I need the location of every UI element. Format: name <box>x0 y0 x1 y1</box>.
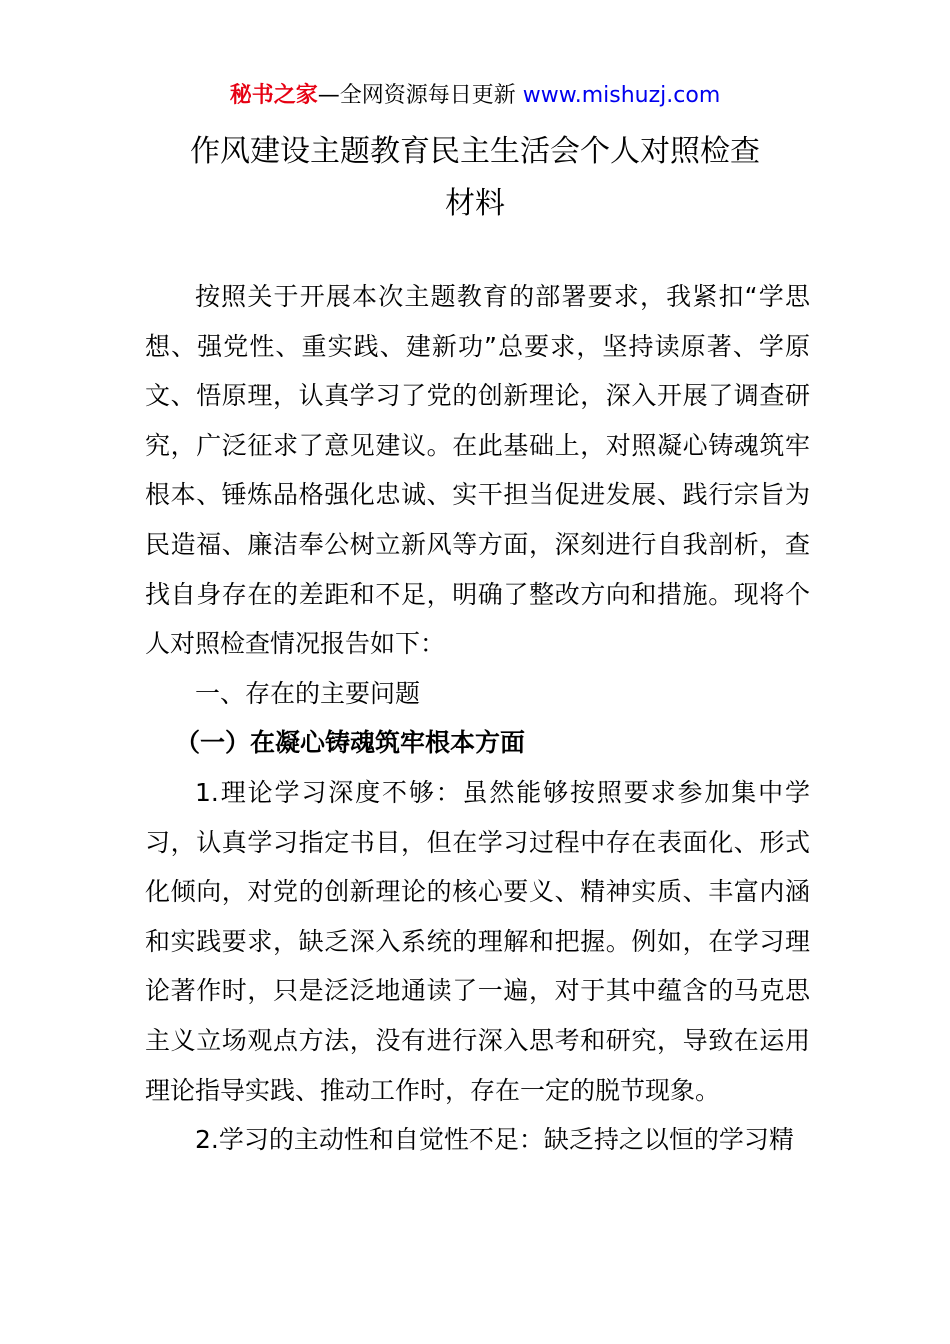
site-url[interactable]: www.mishuzj.com <box>522 83 721 108</box>
title-line-2: 材料 <box>445 186 505 221</box>
site-brand: 秘书之家 <box>229 83 318 108</box>
section-heading: 一、存在的主要问题 <box>195 678 421 708</box>
site-tagline: —全网资源每日更新 <box>317 83 523 108</box>
title-line-1: 作风建设主题教育民主生活会个人对照检查 <box>190 134 760 169</box>
site-header <box>0 80 950 112</box>
document-body <box>145 272 810 1165</box>
intro-paragraph: 按照关于开展本次主题教育的部署要求，我紧扣“学思想、强党性、重实践、建新功”总要求，坚持读原著、学原文、悟原理，认真学习了党的创新理论，深入开展了调查研究，广泛征求了意见建议。在此基础上，对照凝心铸魂筑牢根本、锤炼品格强化忠诚、实干担当促进发展、践行宗旨为民造福、廉洁奉公树立新风等方面，深刻进行自我剖析，查找自身存在的差距和不足，明确了整改方向和措施。现将个人对照检查情况报告如下： <box>145 282 810 659</box>
subsection-heading: （一）在凝心铸魂筑牢根本方面 <box>175 728 526 758</box>
item-paragraph-2: 2.学习的主动性和自觉性不足：缺乏持之以恒的学习精 <box>195 1125 794 1155</box>
item-paragraph-1: 1.理论学习深度不够：虽然能够按照要求参加集中学习，认真学习指定书目，但在学习过程中存在表面化、形式化倾向，对党的创新理论的核心要义、精神实质、丰富内涵和实践要求，缺乏深入系统的理解和把握。例如，在学习理论著作时，只是泛泛地通读了一遍，对于其中蕴含的马克思主义立场观点方法，没有进行深入思考和研究，导致在运用理论指导实践、推动工作时，存在一定的脱节现象。 <box>145 777 810 1105</box>
document-title <box>100 126 850 230</box>
